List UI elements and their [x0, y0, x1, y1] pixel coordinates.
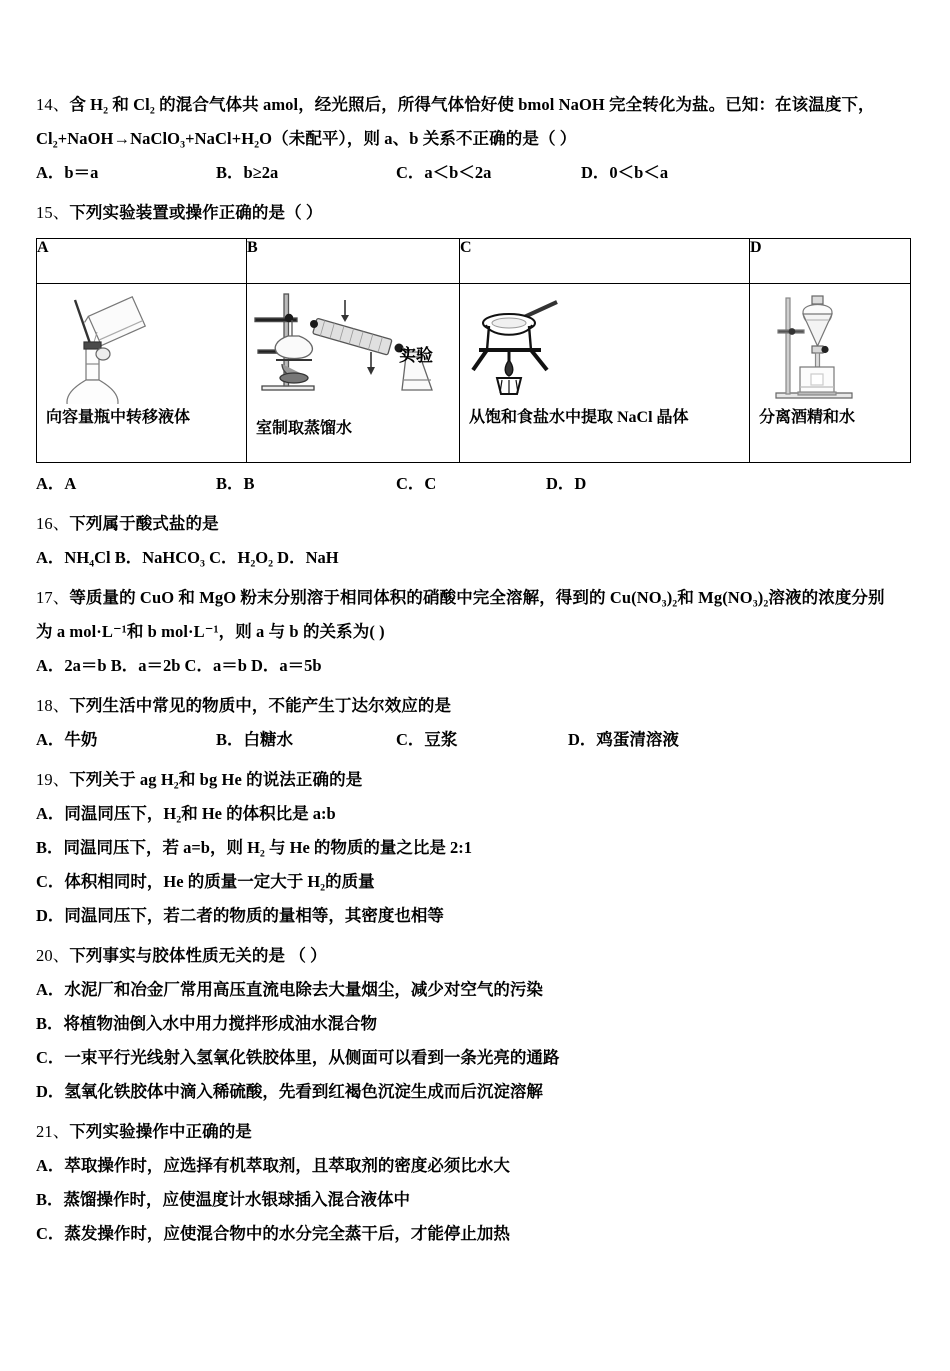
question-20-stem [36, 939, 916, 973]
question-20-number: 20、 [36, 946, 70, 965]
question-16-options[interactable]: A．NH₄Cl B．NaHCO₃ C．H₂O₂ D．NaH [36, 548, 339, 567]
question-21-option-b[interactable]: B．蒸馏操作时，应使温度计水银球插入混合液体中 [36, 1190, 411, 1209]
question-15-stem [36, 196, 916, 230]
table-cell-c[interactable] [460, 284, 750, 463]
question-20-option-b[interactable]: B．将植物油倒入水中用力搅拌形成油水混合物 [36, 1014, 378, 1033]
question-15 [36, 196, 916, 501]
evaporating-dish-tripod-burner-figure [469, 294, 569, 404]
question-14-stem-line1 [36, 88, 916, 122]
question-15-option-b[interactable]: B．B [216, 474, 255, 493]
page-content [36, 88, 916, 1371]
question-21-stem [36, 1115, 916, 1149]
question-19-stem [36, 763, 916, 797]
question-14-option-d[interactable]: D．0＜b＜a [581, 163, 669, 182]
question-14-number: 14、 [36, 95, 70, 114]
question-19-stem-text: 下列关于 ag H₂和 bg He 的说法正确的是 [69, 770, 363, 789]
table-header-d: D [750, 239, 911, 284]
question-18-option-c[interactable]: C．豆浆 [396, 730, 458, 749]
question-21-option-a[interactable]: A．萃取操作时，应选择有机萃取剂，且萃取剂的密度必须比水大 [36, 1156, 510, 1175]
question-15-option-c[interactable]: C．C [396, 474, 437, 493]
question-14-option-a[interactable]: A．b＝a [36, 163, 99, 182]
volumetric-flask-transfer-figure [53, 292, 163, 409]
question-18-option-d[interactable]: D．鸡蛋清溶液 [568, 730, 679, 749]
table-caption-a: 向容量瓶中转移液体 [46, 409, 191, 426]
table-header-row [37, 239, 911, 284]
table-cell-b[interactable] [247, 284, 460, 463]
question-18-options [36, 723, 916, 757]
table-header-b: B [247, 239, 460, 284]
question-17-options[interactable]: A．2a＝b B．a＝2b C．a＝b D．a＝5b [36, 656, 322, 675]
question-15-options [36, 467, 916, 501]
table-caption-c: 从饱和食盐水中提取 NaCl 晶体 [469, 409, 689, 426]
question-19-number: 19、 [36, 770, 70, 789]
question-18-stem-text: 下列生活中常见的物质中，不能产生丁达尔效应的是 [69, 696, 452, 715]
question-17 [36, 581, 916, 683]
question-14-options [36, 156, 916, 190]
question-15-option-d[interactable]: D．D [546, 474, 587, 493]
question-14-option-b[interactable]: B．b≥2a [216, 163, 279, 182]
question-15-stem-text: 下列实验装置或操作正确的是（ ） [69, 203, 323, 222]
question-19-option-a[interactable]: A．同温同压下，H₂和 He 的体积比是 a:b [36, 804, 336, 823]
question-19-option-c[interactable]: C．体积相同时，He 的质量一定大于 H₂的质量 [36, 872, 375, 891]
question-17-stem-text1: 等质量的 CuO 和 MgO 粉末分别溶于相同体积的硝酸中完全溶解，得到的 Cu(NO₃)₂和 Mg(NO₃)₂溶液的浓度分别 [69, 588, 885, 607]
table-caption-d: 分离酒精和水 [759, 409, 856, 426]
question-17-stem-line2: 为 a mol·L⁻¹和 b mol·L⁻¹，则 a 与 b 的关系为( ) [36, 622, 385, 641]
question-19-option-d[interactable]: D．同温同压下，若二者的物质的量相等，其密度也相等 [36, 906, 444, 925]
question-18-stem [36, 689, 916, 723]
table-cell-a[interactable] [37, 284, 247, 463]
question-16-stem-text: 下列属于酸式盐的是 [69, 514, 219, 533]
question-15-number: 15、 [36, 203, 70, 222]
table-figure-row [37, 284, 911, 463]
question-21-option-c[interactable]: C．蒸发操作时，应使混合物中的水分完全蒸干后，才能停止加热 [36, 1224, 510, 1243]
question-21-number: 21、 [36, 1122, 70, 1141]
question-21-stem-text: 下列实验操作中正确的是 [69, 1122, 252, 1141]
question-16-number: 16、 [36, 514, 70, 533]
question-17-number: 17、 [36, 588, 70, 607]
question-18 [36, 689, 916, 757]
question-19-option-b[interactable]: B．同温同压下，若 a=b，则 H₂ 与 He 的物质的量之比是 2:1 [36, 838, 473, 857]
table-side-label-b: 实验 [399, 346, 433, 365]
table-header-a: A [37, 239, 247, 284]
question-18-option-b[interactable]: B．白糖水 [216, 730, 294, 749]
question-14 [36, 88, 916, 190]
question-16 [36, 507, 916, 575]
question-17-stem-line1 [36, 581, 916, 615]
question-14-option-c[interactable]: C．a＜b＜2a [396, 163, 492, 182]
question-21 [36, 1115, 916, 1251]
table-cell-d[interactable] [750, 284, 911, 463]
question-20-option-c[interactable]: C．一束平行光线射入氢氧化铁胶体里，从侧面可以看到一条光亮的通路 [36, 1048, 560, 1067]
question-20-option-d[interactable]: D．氢氧化铁胶体中滴入稀硫酸，先看到红褐色沉淀生成而后沉淀溶解 [36, 1082, 543, 1101]
separating-funnel-stand-figure [770, 292, 875, 415]
experiment-apparatus-table [36, 238, 911, 463]
question-18-option-a[interactable]: A．牛奶 [36, 730, 98, 749]
question-15-option-a[interactable]: A．A [36, 474, 77, 493]
question-20-stem-text: 下列事实与胶体性质无关的是 （ ） [69, 946, 327, 965]
table-header-c: C [460, 239, 750, 284]
question-14-stem-line2: Cl₂+NaOH→NaClO₃+NaCl+H₂O（未配平），则 a、b 关系不正确的是（ ） [36, 129, 577, 148]
question-14-stem-text1: 含 H₂ 和 Cl₂ 的混合气体共 amol，经光照后，所得气体恰好使 bmol NaOH 完全转化为盐。已知：在该温度下， [69, 95, 875, 114]
page-bottom-space [36, 1251, 916, 1371]
question-20-option-a[interactable]: A．水泥厂和冶金厂常用高压直流电除去大量烟尘，减少对空气的污染 [36, 980, 543, 999]
table-caption-b: 室制取蒸馏水 [256, 420, 353, 437]
question-20 [36, 939, 916, 1109]
question-19 [36, 763, 916, 933]
question-16-stem [36, 507, 916, 541]
question-18-number: 18、 [36, 696, 70, 715]
